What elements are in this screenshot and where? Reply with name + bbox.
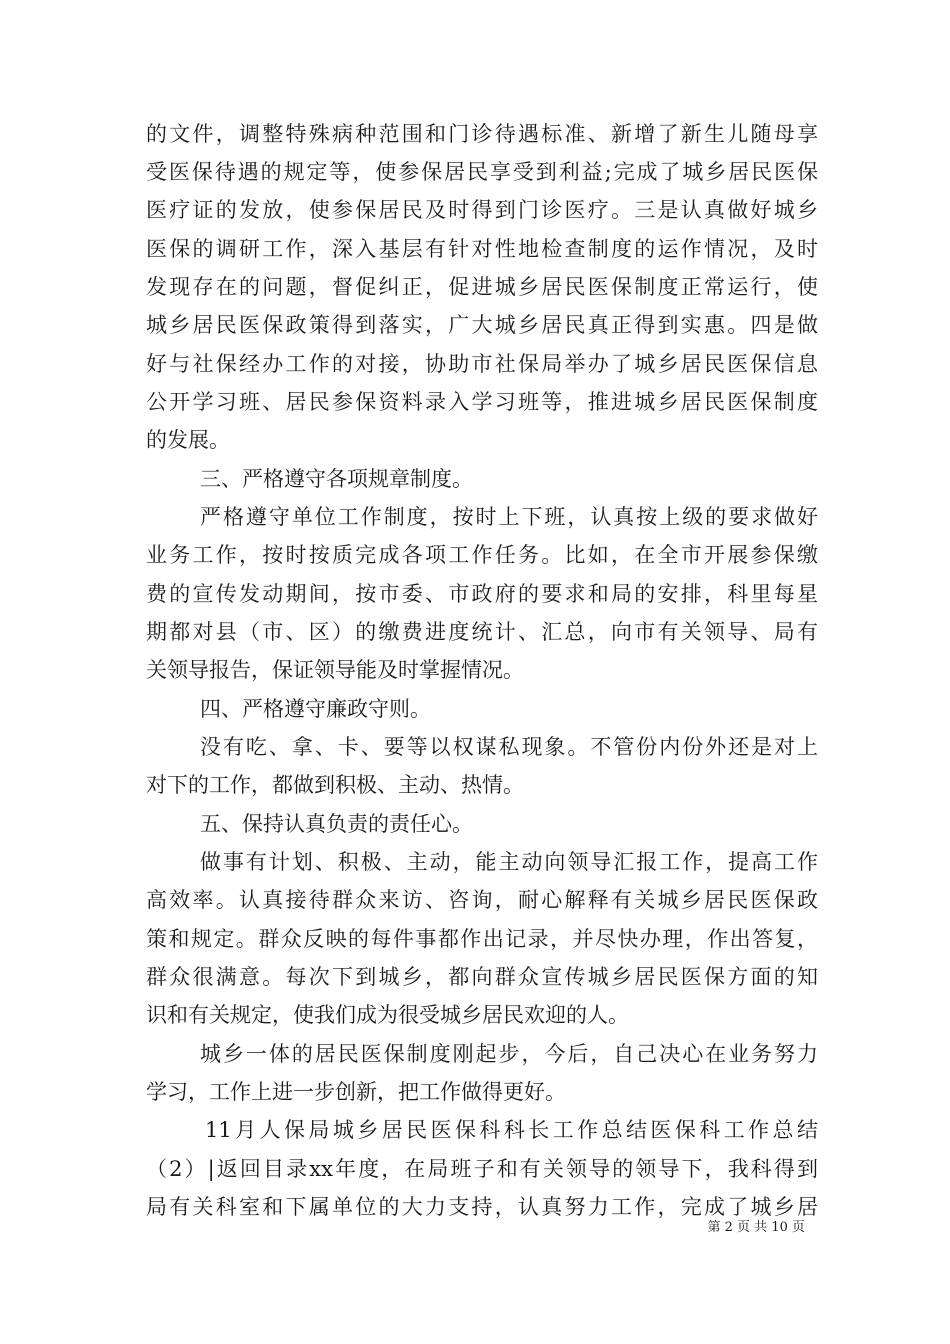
text-line: 业务工作，按时按质完成各项工作任务。比如，在全市开展参保缴 <box>146 543 818 567</box>
paragraph-first-line: 做事有计划、积极、主动，能主动向领导汇报工作，提高工作 <box>200 850 818 874</box>
text-line: 公开学习班、居民参保资料录入学习班等，推进城乡居民医保制度 <box>146 390 818 414</box>
section-heading: 三、严格遵守各项规章制度。 <box>200 467 473 491</box>
section-heading: 四、严格遵守廉政守则。 <box>200 697 431 721</box>
paragraph-first-line: 没有吃、拿、卡、要等以权谋私现象。不管份内份外还是对上 <box>200 735 818 759</box>
text-line: 局有关科室和下属单位的大力支持，认真努力工作，完成了城乡居 <box>146 1195 818 1219</box>
text-line: 城乡居民医保政策得到落实，广大城乡居民真正得到实惠。四是做 <box>146 313 818 337</box>
text-line: 策和规定。群众反映的每件事都作出记录，并尽快办理，作出答复， <box>146 927 818 951</box>
text-line: 医保的调研工作，深入基层有针对性地检查制度的运作情况，及时 <box>146 237 818 261</box>
text-line: 群众很满意。每次下到城乡，都向群众宣传城乡居民医保方面的知 <box>146 965 818 989</box>
text-line: 关领导报告，保证领导能及时掌握情况。 <box>146 658 524 682</box>
text-line: 期都对县（市、区）的缴费进度统计、汇总，向市有关领导、局有 <box>146 620 818 644</box>
text-line: 对下的工作，都做到积极、主动、热情。 <box>146 773 524 797</box>
paragraph-first-line: 严格遵守单位工作制度，按时上下班，认真按上级的要求做好 <box>200 505 818 529</box>
text-line: 发现存在的问题，督促纠正，促进城乡居民医保制度正常运行，使 <box>146 275 818 299</box>
text-line: 医疗证的发放，使参保居民及时得到门诊医疗。三是认真做好城乡 <box>146 198 818 222</box>
text-line: （2）|返回目录xx年度，在局班子和有关领导的领导下，我科得到 <box>146 1157 818 1181</box>
paragraph-first-line: 城乡一体的居民医保制度刚起步，今后，自己决心在业务努力 <box>200 1042 818 1066</box>
text-line: 的发展。 <box>146 428 230 452</box>
page-number-footer: 第 2 页 共 10 页 <box>707 1220 805 1235</box>
text-line: 识和有关规定，使我们成为很受城乡居民欢迎的人。 <box>146 1003 629 1027</box>
text-line: 受医保待遇的规定等，使参保居民享受到利益;完成了城乡居民医保 <box>146 160 818 184</box>
text-line: 高效率。认真接待群众来访、咨询，耐心解释有关城乡居民医保政 <box>146 888 818 912</box>
section-heading: 五、保持认真负责的责任心。 <box>200 812 473 836</box>
text-line: 学习，工作上进一步创新，把工作做得更好。 <box>146 1080 566 1104</box>
article-title-line: 11月人保局城乡居民医保科科长工作总结医保科工作总结 <box>205 1118 818 1142</box>
text-line: 的文件，调整特殊病种范围和门诊待遇标准、新增了新生儿随母享 <box>146 122 818 146</box>
text-line: 好与社保经办工作的对接，协助市社保局举办了城乡居民医保信息 <box>146 352 818 376</box>
text-line: 费的宣传发动期间，按市委、市政府的要求和局的安排，科里每星 <box>146 582 818 606</box>
